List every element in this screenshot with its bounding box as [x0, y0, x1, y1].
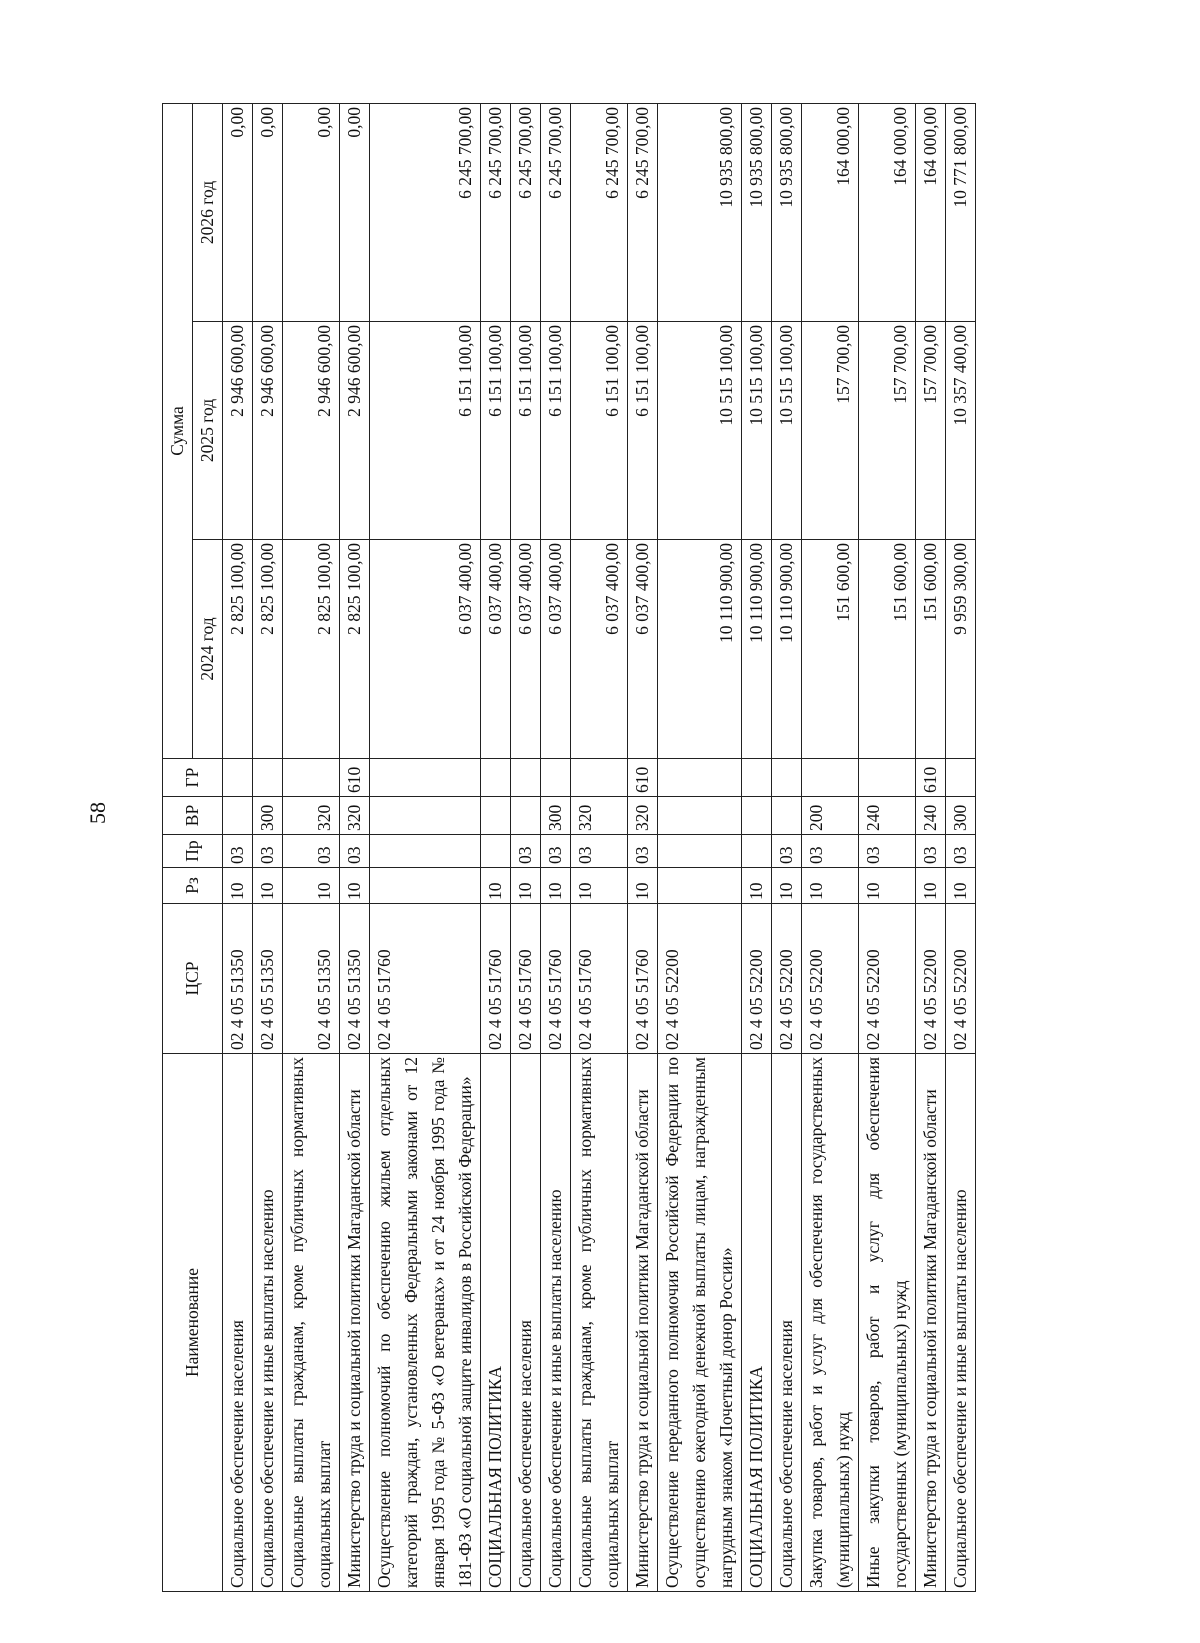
budget-table — [162, 103, 976, 1592]
cell-pr — [481, 835, 511, 868]
cell-2025: 6 151 100,00 — [571, 322, 628, 540]
cell-2024: 9 959 300,00 — [946, 540, 976, 759]
cell-name: Социальное обеспечение населения — [772, 1054, 802, 1592]
cell-rz: 10 — [511, 868, 541, 904]
rotated-table-container — [162, 104, 1064, 1592]
cell-gr — [859, 759, 916, 797]
cell-vr: 320 — [571, 797, 628, 835]
cell-pr: 03 — [571, 835, 628, 868]
table-row — [223, 103, 253, 1591]
cell-gr — [658, 759, 742, 797]
table-body — [223, 103, 976, 1591]
cell-vr — [742, 797, 772, 835]
cell-2024: 2 825 100,00 — [253, 540, 283, 759]
cell-rz: 10 — [481, 868, 511, 904]
cell-name: Социальные выплаты гражданам, кроме публичных нормативных социальных выплат — [571, 1054, 628, 1592]
cell-vr: 320 — [628, 797, 658, 835]
header-pr: Пр — [163, 835, 223, 868]
cell-2024: 6 037 400,00 — [628, 540, 658, 759]
cell-gr — [571, 759, 628, 797]
cell-2024: 2 825 100,00 — [340, 540, 370, 759]
cell-2024: 6 037 400,00 — [541, 540, 571, 759]
cell-rz: 10 — [541, 868, 571, 904]
cell-gr — [223, 759, 253, 797]
cell-2026: 0,00 — [340, 103, 370, 321]
cell-vr: 300 — [946, 797, 976, 835]
cell-vr: 240 — [859, 797, 916, 835]
cell-vr — [223, 797, 253, 835]
cell-2026: 10 935 800,00 — [658, 103, 742, 321]
cell-pr: 03 — [283, 835, 340, 868]
cell-2024: 6 037 400,00 — [370, 540, 481, 759]
cell-rz: 10 — [916, 868, 946, 904]
table-row — [340, 103, 370, 1591]
cell-gr — [283, 759, 340, 797]
cell-rz: 10 — [859, 868, 916, 904]
cell-pr: 03 — [340, 835, 370, 868]
cell-2025: 10 515 100,00 — [772, 322, 802, 540]
cell-2026: 6 245 700,00 — [511, 103, 541, 321]
cell-2026: 10 771 800,00 — [946, 103, 976, 321]
cell-name: Социальное обеспечение населения — [223, 1054, 253, 1592]
cell-2024: 151 600,00 — [802, 540, 859, 759]
cell-2025: 6 151 100,00 — [541, 322, 571, 540]
header-rz: Рз — [163, 868, 223, 904]
cell-pr: 03 — [859, 835, 916, 868]
cell-csr: 02 4 05 52200 — [916, 904, 946, 1054]
cell-2025: 157 700,00 — [802, 322, 859, 540]
cell-2025: 10 515 100,00 — [742, 322, 772, 540]
cell-name: Осуществление полномочий по обеспечению жильем отдельных категорий граждан, установленных Федеральными законами от 12 января 1995 года № 5-ФЗ «О ветеранах» и от 24 ноября 1995 года № 181-ФЗ «О социальной защите инвалидов в Российской Федерации» — [370, 1054, 481, 1592]
cell-pr: 03 — [253, 835, 283, 868]
table-row — [481, 103, 511, 1591]
cell-2024: 151 600,00 — [916, 540, 946, 759]
table-row — [541, 103, 571, 1591]
cell-rz: 10 — [253, 868, 283, 904]
table-row — [283, 103, 340, 1591]
cell-vr: 300 — [541, 797, 571, 835]
cell-csr: 02 4 05 51760 — [571, 904, 628, 1054]
cell-2025: 2 946 600,00 — [283, 322, 340, 540]
table-row — [772, 103, 802, 1591]
cell-2026: 6 245 700,00 — [541, 103, 571, 321]
cell-gr: 610 — [628, 759, 658, 797]
cell-2026: 6 245 700,00 — [628, 103, 658, 321]
cell-2025: 2 946 600,00 — [223, 322, 253, 540]
cell-2024: 6 037 400,00 — [481, 540, 511, 759]
cell-name: Социальное обеспечение и иные выплаты населению — [541, 1054, 571, 1592]
cell-rz — [658, 868, 742, 904]
header-name: Наименование — [163, 1054, 223, 1592]
cell-2026: 6 245 700,00 — [571, 103, 628, 321]
cell-2024: 10 110 900,00 — [772, 540, 802, 759]
table-row — [511, 103, 541, 1591]
cell-pr: 03 — [541, 835, 571, 868]
cell-vr: 300 — [253, 797, 283, 835]
cell-rz: 10 — [802, 868, 859, 904]
cell-2024: 6 037 400,00 — [571, 540, 628, 759]
cell-2025: 6 151 100,00 — [481, 322, 511, 540]
cell-csr: 02 4 05 51350 — [253, 904, 283, 1054]
cell-gr — [370, 759, 481, 797]
cell-2026: 6 245 700,00 — [370, 103, 481, 321]
cell-gr — [511, 759, 541, 797]
cell-name: СОЦИАЛЬНАЯ ПОЛИТИКА — [481, 1054, 511, 1592]
header-vr: ВР — [163, 797, 223, 835]
header-csr: ЦСР — [163, 904, 223, 1054]
cell-vr — [370, 797, 481, 835]
table-row — [370, 103, 481, 1591]
table-row — [859, 103, 916, 1591]
table-row — [916, 103, 946, 1591]
cell-rz: 10 — [223, 868, 253, 904]
table-row — [946, 103, 976, 1591]
cell-gr: 610 — [340, 759, 370, 797]
cell-gr — [946, 759, 976, 797]
cell-csr: 02 4 05 52200 — [658, 904, 742, 1054]
header-gr: ГР — [163, 759, 223, 797]
cell-pr — [658, 835, 742, 868]
cell-gr — [802, 759, 859, 797]
cell-pr: 03 — [628, 835, 658, 868]
cell-name: Социальное обеспечение и иные выплаты населению — [253, 1054, 283, 1592]
cell-vr: 320 — [283, 797, 340, 835]
cell-2026: 164 000,00 — [802, 103, 859, 321]
cell-2026: 10 935 800,00 — [742, 103, 772, 321]
cell-csr: 02 4 05 52200 — [946, 904, 976, 1054]
cell-2025: 6 151 100,00 — [511, 322, 541, 540]
cell-gr — [742, 759, 772, 797]
cell-csr: 02 4 05 51760 — [481, 904, 511, 1054]
cell-csr: 02 4 05 51350 — [223, 904, 253, 1054]
cell-2026: 164 000,00 — [859, 103, 916, 321]
cell-2025: 10 357 400,00 — [946, 322, 976, 540]
cell-rz: 10 — [742, 868, 772, 904]
cell-2026: 164 000,00 — [916, 103, 946, 321]
cell-name: Осуществление переданного полномочия Российской Федерации по осуществлению ежегодной денежной выплаты лицам, награжденным нагрудным знаком «Почетный донор России» — [658, 1054, 742, 1592]
header-2026: 2026 год — [193, 103, 223, 321]
cell-2024: 151 600,00 — [859, 540, 916, 759]
table-row — [571, 103, 628, 1591]
cell-csr: 02 4 05 52200 — [859, 904, 916, 1054]
cell-2025: 157 700,00 — [916, 322, 946, 540]
cell-2026: 0,00 — [283, 103, 340, 321]
cell-vr — [481, 797, 511, 835]
cell-gr: 610 — [916, 759, 946, 797]
cell-csr: 02 4 05 51760 — [628, 904, 658, 1054]
cell-gr — [253, 759, 283, 797]
cell-rz: 10 — [283, 868, 340, 904]
cell-2026: 0,00 — [253, 103, 283, 321]
cell-rz: 10 — [772, 868, 802, 904]
cell-2024: 6 037 400,00 — [511, 540, 541, 759]
cell-gr — [481, 759, 511, 797]
cell-rz: 10 — [340, 868, 370, 904]
table-row — [658, 103, 742, 1591]
cell-2026: 0,00 — [223, 103, 253, 321]
cell-csr: 02 4 05 51350 — [283, 904, 340, 1054]
header-sum: Сумма — [163, 103, 193, 758]
cell-pr — [742, 835, 772, 868]
table-row — [742, 103, 772, 1591]
cell-2026: 10 935 800,00 — [772, 103, 802, 321]
cell-2025: 2 946 600,00 — [253, 322, 283, 540]
header-2024: 2024 год — [193, 540, 223, 759]
cell-2024: 10 110 900,00 — [742, 540, 772, 759]
cell-vr: 240 — [916, 797, 946, 835]
cell-name: Министерство труда и социальной политики Магаданской области — [628, 1054, 658, 1592]
cell-name: Министерство труда и социальной политики Магаданской области — [916, 1054, 946, 1592]
cell-2026: 6 245 700,00 — [481, 103, 511, 321]
cell-vr — [772, 797, 802, 835]
table-row — [253, 103, 283, 1591]
cell-csr: 02 4 05 52200 — [802, 904, 859, 1054]
cell-vr: 200 — [802, 797, 859, 835]
cell-csr: 02 4 05 52200 — [742, 904, 772, 1054]
table-row — [628, 103, 658, 1591]
cell-rz: 10 — [628, 868, 658, 904]
cell-name: Социальное обеспечение населения — [511, 1054, 541, 1592]
cell-csr: 02 4 05 51760 — [511, 904, 541, 1054]
page-number: 58 — [85, 802, 110, 824]
cell-name: Министерство труда и социальной политики Магаданской области — [340, 1054, 370, 1592]
header-2025: 2025 год — [193, 322, 223, 540]
cell-rz: 10 — [946, 868, 976, 904]
cell-gr — [541, 759, 571, 797]
cell-name: Закупка товаров, работ и услуг для обеспечения государственных (муниципальных) нужд — [802, 1054, 859, 1592]
cell-pr: 03 — [916, 835, 946, 868]
cell-pr — [370, 835, 481, 868]
cell-rz: 10 — [571, 868, 628, 904]
cell-csr: 02 4 05 52200 — [772, 904, 802, 1054]
cell-2024: 2 825 100,00 — [283, 540, 340, 759]
cell-pr: 03 — [223, 835, 253, 868]
cell-2025: 6 151 100,00 — [370, 322, 481, 540]
cell-rz — [370, 868, 481, 904]
cell-csr: 02 4 05 51760 — [541, 904, 571, 1054]
cell-csr: 02 4 05 51760 — [370, 904, 481, 1054]
cell-csr: 02 4 05 51350 — [340, 904, 370, 1054]
cell-pr: 03 — [946, 835, 976, 868]
cell-name: СОЦИАЛЬНАЯ ПОЛИТИКА — [742, 1054, 772, 1592]
cell-2025: 10 515 100,00 — [658, 322, 742, 540]
table-row — [802, 103, 859, 1591]
cell-2025: 2 946 600,00 — [340, 322, 370, 540]
cell-vr: 320 — [340, 797, 370, 835]
cell-name: Социальные выплаты гражданам, кроме публичных нормативных социальных выплат — [283, 1054, 340, 1592]
cell-2025: 157 700,00 — [859, 322, 916, 540]
cell-vr — [511, 797, 541, 835]
cell-gr — [772, 759, 802, 797]
cell-pr: 03 — [772, 835, 802, 868]
cell-vr — [658, 797, 742, 835]
cell-pr: 03 — [511, 835, 541, 868]
cell-name: Иные закупки товаров, работ и услуг для обеспечения государственных (муниципальных) нужд — [859, 1054, 916, 1592]
cell-2024: 10 110 900,00 — [658, 540, 742, 759]
cell-2025: 6 151 100,00 — [628, 322, 658, 540]
cell-2024: 2 825 100,00 — [223, 540, 253, 759]
cell-pr: 03 — [802, 835, 859, 868]
cell-name: Социальное обеспечение и иные выплаты населению — [946, 1054, 976, 1592]
